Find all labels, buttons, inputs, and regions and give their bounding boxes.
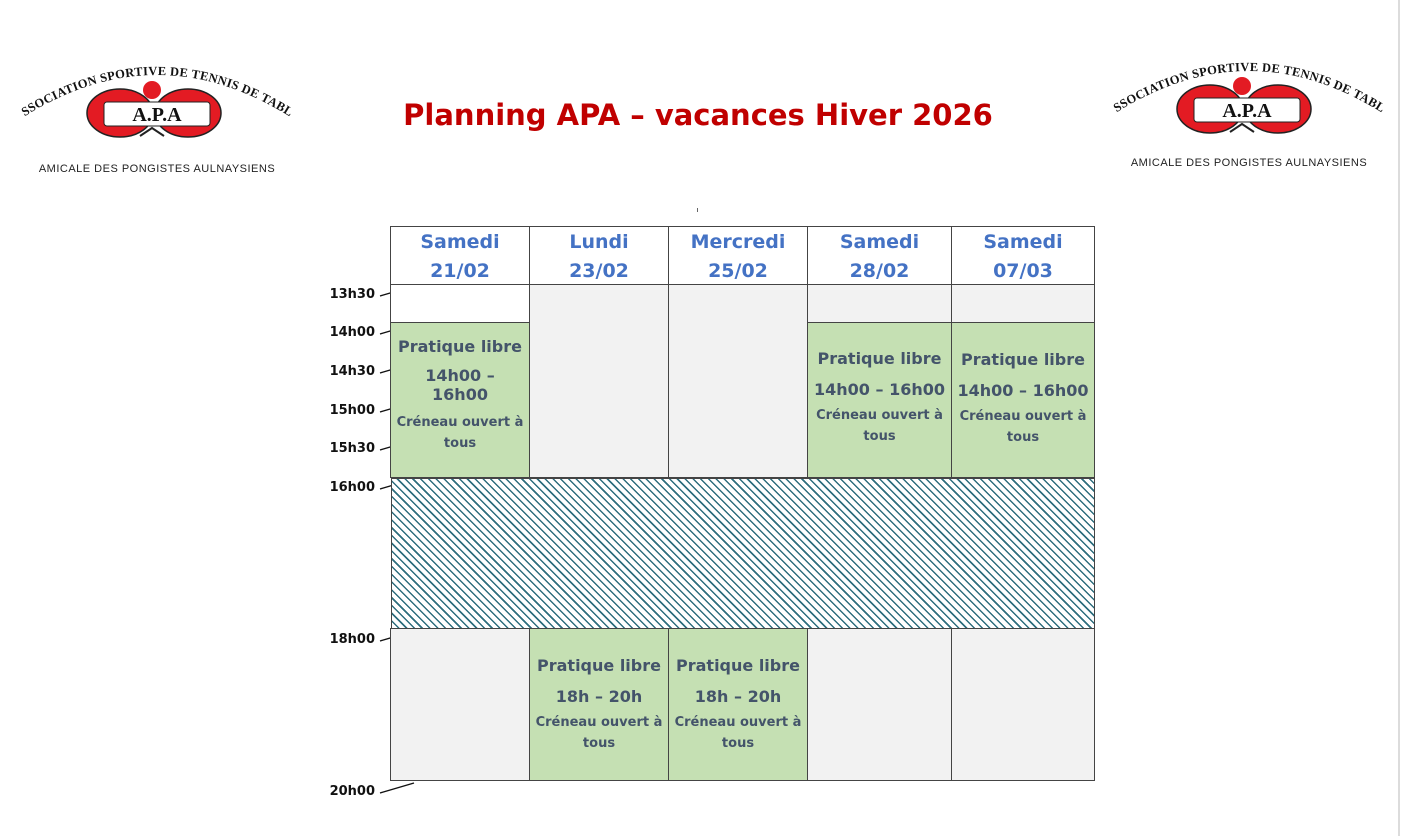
column-header-1	[390, 226, 530, 285]
slot-title: Pratique libre	[537, 656, 661, 675]
slot-note: tous	[582, 736, 616, 751]
column-date: 25/02	[708, 260, 768, 282]
column-header-3	[668, 226, 808, 285]
svg-text:A.P.A: A.P.A	[132, 104, 182, 126]
slot-note: tous	[1006, 430, 1040, 445]
slot-title: Pratique libre	[398, 337, 522, 356]
empty-slot	[951, 284, 1095, 323]
slot-time: 14h00 –	[425, 366, 495, 385]
column-date: 21/02	[430, 260, 490, 282]
time-label-1330: 13h30	[329, 287, 375, 302]
slot-note: Créneau ouvert à	[396, 415, 524, 430]
club-logo-subtitle: AMICALE DES PONGISTES AULNAYSIENS	[1130, 157, 1368, 169]
empty-slot	[390, 628, 530, 781]
club-logo-subtitle: AMICALE DES PONGISTES AULNAYSIENS	[38, 163, 276, 175]
empty-slot	[807, 628, 952, 781]
column-day: Samedi	[983, 231, 1063, 253]
slot-note: Créneau ouvert à	[535, 715, 663, 730]
time-label-1800: 18h00	[329, 632, 375, 647]
slot-note: Créneau ouvert à	[959, 409, 1087, 424]
slot-time: 18h – 20h	[694, 687, 782, 706]
svg-text:ASSOCIATION SPORTIVE DE TENNIS: ASSOCIATION SPORTIVE DE TENNIS DE TABLE	[7, 39, 296, 120]
svg-text:ASSOCIATION SPORTIVE DE TENNIS: ASSOCIATION SPORTIVE DE TENNIS DE TABLE	[1099, 35, 1388, 116]
column-day: Mercredi	[690, 231, 786, 253]
slot-note: tous	[721, 736, 755, 751]
slot-free-play	[529, 628, 669, 781]
slot-free-play	[390, 322, 530, 478]
slot-title: Pratique libre	[817, 349, 942, 368]
slot-note: tous	[863, 429, 896, 444]
page-title: Planning APA – vacances Hiver 2026	[403, 98, 993, 132]
empty-slot	[951, 628, 1095, 781]
slot-title: Pratique libre	[961, 350, 1085, 369]
column-header-2	[529, 226, 669, 285]
slot-free-play	[951, 322, 1095, 478]
column-day: Samedi	[839, 231, 920, 253]
stray-mark	[697, 208, 698, 212]
slot-note: tous	[443, 436, 477, 451]
column-date: 07/03	[993, 260, 1053, 282]
empty-slot	[390, 284, 530, 323]
column-date: 23/02	[569, 260, 629, 282]
column-header-5	[951, 226, 1095, 285]
slot-note: Créneau ouvert à	[816, 408, 943, 423]
empty-slot	[529, 284, 669, 478]
time-label-1400: 14h00	[329, 325, 375, 340]
column-date: 28/02	[849, 260, 910, 282]
column-day: Lundi	[569, 231, 629, 253]
slot-free-play	[807, 322, 952, 478]
time-label-1600: 16h00	[329, 480, 375, 495]
time-label-1500: 15h00	[329, 403, 375, 418]
tick-2000	[380, 783, 414, 793]
time-label-2000: 20h00	[329, 784, 375, 799]
slot-note: Créneau ouvert à	[674, 715, 802, 730]
slot-time: 16h00	[432, 385, 488, 404]
svg-text:A.P.A: A.P.A	[1222, 100, 1272, 122]
closed-period-hatch	[391, 478, 1095, 629]
club-logo-left	[7, 39, 302, 190]
column-header-4	[807, 226, 952, 285]
empty-slot	[668, 284, 808, 478]
slot-title: Pratique libre	[676, 656, 800, 675]
slot-time: 14h00 – 16h00	[814, 380, 945, 399]
column-day: Samedi	[420, 231, 500, 253]
empty-slot	[807, 284, 952, 323]
time-label-1530: 15h30	[329, 441, 375, 456]
club-logo-right	[1099, 35, 1394, 186]
slot-free-play	[668, 628, 808, 781]
slot-time: 18h – 20h	[555, 687, 643, 706]
page-edge	[1398, 0, 1400, 836]
slot-time: 14h00 – 16h00	[957, 381, 1089, 400]
time-label-1430: 14h30	[329, 364, 375, 379]
